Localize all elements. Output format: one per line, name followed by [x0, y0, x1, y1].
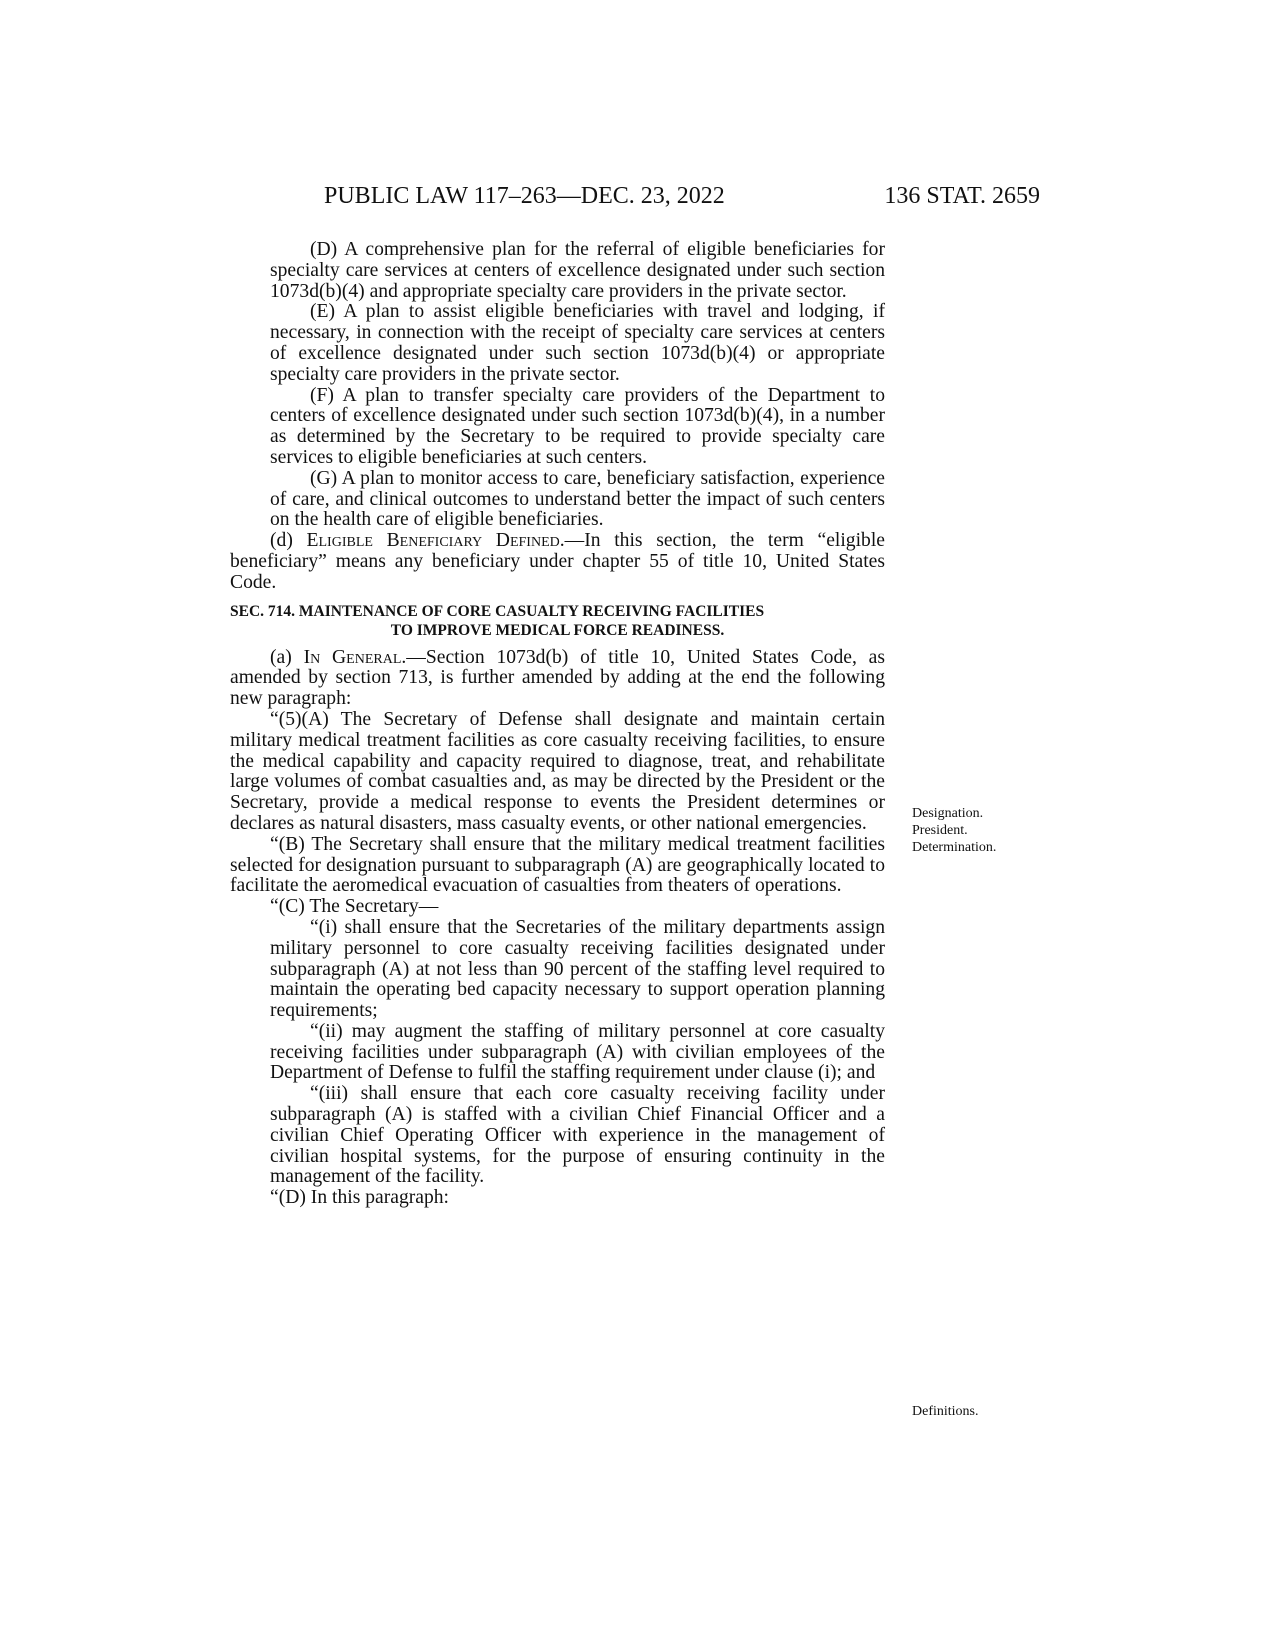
- clause-iii: “(iii) shall ensure that each core casualty receiving facility under subparagraph (A) is staffed with a civilian Chief Financial Officer and a civilian Chief Operating Officer with experience in the management of civilian hospital systems, for the purpose of ensuring continuity in the management of the facility.: [270, 1083, 885, 1188]
- paragraph-g-plan: (G) A plan to monitor access to care, beneficiary satisfaction, experience of care, and clinical outcomes to understand better the impact of such centers on the health care of eligible beneficiaries.: [270, 467, 885, 531]
- section-title-line-1: SEC. 714. MAINTENANCE OF CORE CASUALTY RECEIVING FACILITIES: [230, 602, 765, 620]
- section-title: [230, 602, 885, 640]
- paragraph-d-plan: (D) A comprehensive plan for the referral of eligible beneficiaries for specialty care services at centers of excellence designated under such section 1073d(b)(4) and appropriate specialty care providers in the private sector.: [270, 239, 885, 302]
- clause-ii: “(ii) may augment the staffing of military personnel at core casualty receiving facilities under subparagraph (A) with civilian employees of the Department of Defense to fulfil the staffing requirement under clause (i); and: [270, 1020, 885, 1084]
- paragraph-5d: “(D) In this paragraph:: [270, 1187, 449, 1209]
- paragraph-eligible-beneficiary-defined: [230, 531, 885, 593]
- paragraph-5a: “(5)(A) The Secretary of Defense shall designate and maintain certain military medical treatment facilities as core casualty receiving facilities, to ensure the medical capability and capacity required to diagnose, treat, and rehabilitate large volumes of combat casualties and, as may be directed by the President or the Secretary, provide a medical response to events the President determines or declares as natural disasters, mass casualty events, or other national emergencies.: [230, 708, 885, 834]
- subsection-text: .—In this section, the term “eligible beneficiary” means any beneficiary under chapter 55 of title 10, United States Code.: [230, 530, 885, 593]
- paragraph-in-general: [230, 648, 885, 710]
- running-head-title: PUBLIC LAW 117–263—DEC. 23, 2022: [324, 183, 725, 209]
- paragraph-e-plan: (E) A plan to assist eligible beneficiaries with travel and lodging, if necessary, in connection with the receipt of specialty care services at centers of excellence designated under such section 1073d(b)(4) or appropriate specialty care providers in the private sector.: [270, 301, 885, 385]
- subsection-text: .—Section 1073d(b) of title 10, United States Code, as amended by section 713, is further amended by adding at the end the following new paragraph:: [230, 646, 885, 710]
- paragraph-5b: “(B) The Secretary shall ensure that the military medical treatment facilities selected for designation pursuant to subparagraph (A) are geographically located to facilitate the aeromedical evacuation of casualties from theaters of operations.: [230, 833, 885, 897]
- subsection-heading: Eligible Beneficiary Defined: [306, 530, 560, 552]
- margin-note-definitions: Definitions.: [912, 1404, 979, 1419]
- clause-i: “(i) shall ensure that the Secretaries of the military departments assign military personnel to core casualty receiving facilities designated under subparagraph (A) at not less than 90 percent of the staffing level required to maintain the operating bed capacity necessary to support operation planning requirements;: [270, 916, 885, 1022]
- subsection-label: (d): [270, 530, 307, 552]
- margin-note-designation: [912, 805, 996, 856]
- margin-note-line: President.: [912, 823, 968, 838]
- subsection-label: (a): [270, 646, 304, 668]
- paragraph-5c: “(C) The Secretary—: [270, 896, 439, 918]
- page-header: [230, 183, 1040, 213]
- document-body: [230, 240, 885, 1209]
- paragraph-f-plan: (F) A plan to transfer specialty care providers of the Department to centers of excellence designated under such section 1073d(b)(4), in a number as determined by the Secretary to be required to provide specialty care services to eligible beneficiaries at such centers.: [270, 384, 885, 468]
- margin-note-line: Determination.: [912, 840, 997, 855]
- subsection-heading: In General: [303, 646, 402, 668]
- section-title-line-2: TO IMPROVE MEDICAL FORCE READINESS.: [390, 621, 725, 639]
- margin-note-line: Designation.: [912, 806, 984, 821]
- page-number: 136 STAT. 2659: [884, 183, 1040, 209]
